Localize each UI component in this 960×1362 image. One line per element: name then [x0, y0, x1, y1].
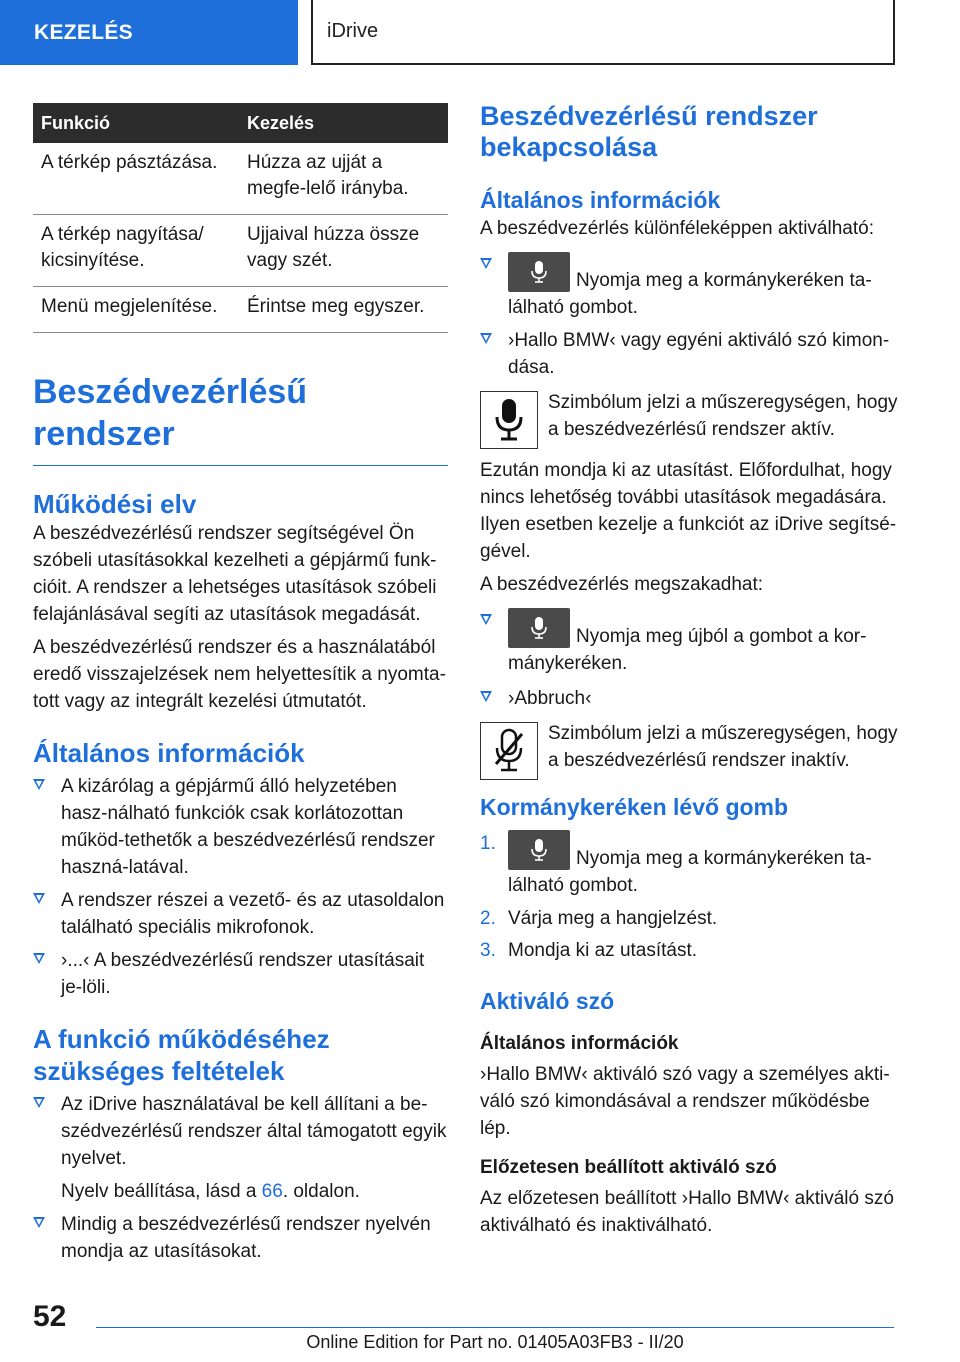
list-item [480, 608, 900, 677]
table-header-function: Funkció [33, 103, 239, 143]
triangle-bullet-icon [33, 1217, 45, 1228]
footer-edition: Online Edition for Part no. 01405A03FB3 - II/20 [306, 1332, 684, 1352]
microphone-icon [531, 260, 547, 284]
inactive-symbol-box [480, 722, 538, 780]
after-activation-paragraph: Ezután mondja ki az utasítást. Előfordulhat, hogy nincs lehetőség további utasítások megadására. Ilyen esetben kezelje a funkciót az iDrive segítsé-gével. [480, 460, 897, 562]
voice-button-image [508, 252, 570, 292]
triangle-bullet-icon [480, 258, 492, 269]
page-number: 52 [33, 1300, 67, 1333]
list-item-text: ›Hallo BMW‹ vagy egyéni aktiváló szó kimon-dása. [508, 330, 890, 378]
list-item [33, 1211, 448, 1265]
list-item-text: A rendszer részei a vezető- és az utasoldalon található speciális mikrofonok. [61, 890, 445, 938]
table-cell: Ujjaival húzza össze vagy szét. [239, 215, 448, 287]
language-note-post: . oldalon. [282, 1181, 360, 1202]
wheel-button-heading: Kormánykeréken lévő gomb [480, 794, 789, 820]
table-cell: A térkép pásztázása. [33, 143, 239, 215]
list-item [33, 887, 448, 941]
list-item-text: ›Abbruch‹ [508, 688, 592, 709]
interrupt-intro: A beszédvezérlés megszakadhat: [480, 574, 764, 595]
microphone-icon [531, 838, 547, 862]
voice-button-image [508, 830, 570, 870]
table-cell: A térkép nagyítása/ kicsinyítése. [33, 215, 239, 287]
active-symbol-box [480, 391, 538, 449]
table-header-row [33, 103, 448, 143]
footer-divider [96, 1327, 894, 1328]
chapter-label: iDrive [327, 20, 379, 42]
inactive-symbol-row [480, 720, 900, 778]
step-number: 3. [480, 940, 496, 961]
step-text: Várja meg a hangjelzést. [508, 908, 718, 929]
section-tab [0, 0, 298, 65]
list-item [480, 905, 900, 932]
requirements-heading: A funkció működéséhez szükséges feltételek [33, 1024, 330, 1086]
voice-button-image [508, 608, 570, 648]
triangle-bullet-icon [480, 333, 492, 344]
list-item [480, 252, 900, 321]
list-item [480, 327, 900, 381]
table-cell: Húzza az ujját a megfe-lelő irányba. [239, 143, 448, 215]
activation-intro: A beszédvezérlés különféleképpen aktiválható: [480, 218, 874, 239]
list-item [480, 937, 900, 964]
list-item [33, 773, 448, 881]
principle-paragraph-2: A beszédvezérlésű rendszer és a használatából eredő visszajelzések nem helyettesítik a nyomta-tott vagy az integrált kezelési útmutatót. [33, 637, 446, 712]
list-item-text: A kizárólag a gépjármű álló helyzetében hasz-nálható funkciók csak korlátozottan működ-tethetők a beszédvezérlésű rendszer haszná-latával. [61, 776, 435, 878]
microphone-muted-icon [492, 728, 526, 774]
principle-paragraph-1: A beszédvezérlésű rendszer segítségével Ön szóbeli utasításokkal kezelheti a gépjármű funk-cióit. A rendszer a lehetséges utasítások szóbeli felajánlásával segíti az utasítások megadását. [33, 523, 437, 625]
wake-general-heading: Általános információk [480, 1033, 679, 1054]
list-item [33, 1091, 448, 1172]
language-note-pre: Nyelv beállítása, lásd a [61, 1181, 262, 1202]
table-row [33, 143, 448, 215]
step-text: Mondja ki az utasítást. [508, 940, 698, 961]
list-item [480, 685, 900, 712]
list-item-text: ›...‹ A beszédvezérlésű rendszer utasításait je-löli. [61, 950, 425, 998]
wake-word-heading: Aktiváló szó [480, 988, 615, 1014]
table-cell: Érintse meg egyszer. [239, 287, 448, 333]
triangle-bullet-icon [33, 1097, 45, 1108]
section-title: Beszédvezérlésű rendszer [33, 371, 448, 466]
page-link[interactable]: 66 [261, 1181, 283, 1202]
active-symbol-row [480, 389, 900, 447]
right-column [480, 101, 900, 1239]
list-item [480, 830, 900, 899]
table-cell: Menü megjelenítése. [33, 287, 239, 333]
list-item-text: Nyomja meg újból a gombot a kor-mánykeréken. [508, 626, 867, 674]
general-heading: Általános információk [33, 738, 305, 768]
list-item [33, 947, 448, 1001]
triangle-bullet-icon [33, 779, 45, 790]
table-row [33, 215, 448, 287]
list-item-text: Az iDrive használatával be kell állítani a be-szédvezérlésű rendszer által támogatott egyik nyelvet. [61, 1094, 447, 1169]
general-heading: Általános információk [480, 187, 721, 213]
step-number: 1. [480, 833, 496, 854]
language-note [33, 1178, 448, 1205]
left-column [33, 103, 448, 1265]
triangle-bullet-icon [480, 691, 492, 702]
section-label: KEZELÉS [34, 20, 133, 44]
step-text: Nyomja meg a kormánykeréken ta-lálható gombot. [508, 848, 872, 896]
triangle-bullet-icon [33, 953, 45, 964]
table-header-operation: Kezelés [239, 103, 448, 143]
principle-heading: Működési elv [33, 489, 197, 519]
inactive-symbol-text: Szimbólum jelzi a műszeregységen, hogy a beszédvezérlésű rendszer inaktív. [548, 723, 898, 771]
step-number: 2. [480, 908, 496, 929]
list-item-text: Mindig a beszédvezérlésű rendszer nyelvén mondja az utasításokat. [61, 1214, 431, 1262]
preset-wake-heading: Előzetesen beállított aktiváló szó [480, 1157, 777, 1178]
chapter-tab [311, 0, 895, 65]
triangle-bullet-icon [33, 893, 45, 904]
operations-table [33, 103, 448, 333]
wake-general-paragraph: ›Hallo BMW‹ aktiváló szó vagy a személyes akti-váló szó kimondásával a rendszer működésbe lép. [480, 1064, 890, 1139]
preset-wake-paragraph: Az előzetesen beállított ›Hallo BMW‹ aktiváló szó aktiválható és inaktiválható. [480, 1188, 894, 1236]
microphone-active-icon [494, 397, 524, 443]
microphone-icon [531, 616, 547, 640]
triangle-bullet-icon [480, 614, 492, 625]
active-symbol-text: Szimbólum jelzi a műszeregységen, hogy a beszédvezérlésű rendszer aktív. [548, 392, 898, 440]
table-row [33, 287, 448, 333]
list-item-text: Nyomja meg a kormánykeréken ta-lálható gombot. [508, 270, 872, 318]
activation-title: Beszédvezérlésű rendszer bekapcsolása [480, 101, 818, 162]
